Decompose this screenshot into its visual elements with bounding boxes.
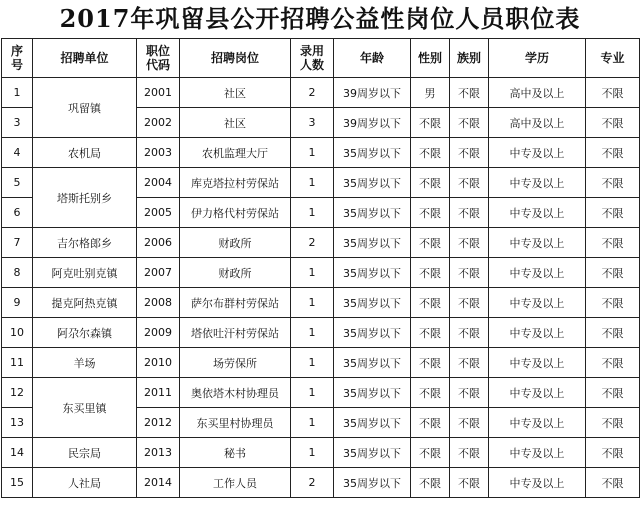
- header-age: 年龄: [334, 39, 411, 78]
- cell-age: 39周岁以下: [334, 78, 411, 108]
- cell-age: 39周岁以下: [334, 108, 411, 138]
- cell-major: 不限: [586, 348, 640, 378]
- cell-ethnic: 不限: [450, 468, 489, 498]
- cell-ethnic: 不限: [450, 408, 489, 438]
- cell-post: 财政所: [180, 228, 291, 258]
- table-row: [2, 288, 640, 318]
- header-major: 专业: [586, 39, 640, 78]
- cell-edu: 中专及以上: [489, 228, 586, 258]
- cell-edu: 中专及以上: [489, 138, 586, 168]
- cell-ethnic: 不限: [450, 138, 489, 168]
- cell-code: 2008: [137, 288, 180, 318]
- cell-ethnic: 不限: [450, 258, 489, 288]
- cell-num: 1: [291, 438, 334, 468]
- cell-edu: 高中及以上: [489, 78, 586, 108]
- cell-code: 2007: [137, 258, 180, 288]
- cell-major: 不限: [586, 138, 640, 168]
- cell-edu: 中专及以上: [489, 468, 586, 498]
- cell-code: 2004: [137, 168, 180, 198]
- cell-code: 2006: [137, 228, 180, 258]
- cell-post: 塔依吐汗村劳保站: [180, 318, 291, 348]
- cell-num: 2: [291, 78, 334, 108]
- cell-ethnic: 不限: [450, 168, 489, 198]
- cell-unit: 人社局: [33, 468, 137, 498]
- cell-seq: 4: [2, 138, 33, 168]
- cell-code: 2009: [137, 318, 180, 348]
- cell-age: 35周岁以下: [334, 288, 411, 318]
- cell-major: 不限: [586, 318, 640, 348]
- cell-seq: 1: [2, 78, 33, 108]
- cell-gender: 不限: [411, 408, 450, 438]
- cell-gender: 不限: [411, 438, 450, 468]
- table-row: [2, 318, 640, 348]
- cell-edu: 中专及以上: [489, 258, 586, 288]
- cell-num: 1: [291, 168, 334, 198]
- cell-code: 2014: [137, 468, 180, 498]
- cell-ethnic: 不限: [450, 288, 489, 318]
- cell-age: 35周岁以下: [334, 198, 411, 228]
- cell-num: 1: [291, 318, 334, 348]
- cell-unit: 阿尕尔森镇: [33, 318, 137, 348]
- cell-post: 财政所: [180, 258, 291, 288]
- cell-seq: 15: [2, 468, 33, 498]
- cell-code: 2002: [137, 108, 180, 138]
- cell-major: 不限: [586, 168, 640, 198]
- cell-gender: 不限: [411, 318, 450, 348]
- cell-age: 35周岁以下: [334, 468, 411, 498]
- cell-major: 不限: [586, 378, 640, 408]
- table-row: [2, 378, 640, 408]
- cell-major: 不限: [586, 408, 640, 438]
- cell-unit: 民宗局: [33, 438, 137, 468]
- cell-unit: 巩留镇: [33, 78, 137, 138]
- cell-gender: 不限: [411, 138, 450, 168]
- positions-table: [1, 38, 640, 498]
- cell-post: 奥依塔木村协理员: [180, 378, 291, 408]
- table-row: [2, 348, 640, 378]
- cell-ethnic: 不限: [450, 438, 489, 468]
- cell-code: 2010: [137, 348, 180, 378]
- cell-seq: 11: [2, 348, 33, 378]
- cell-post: 秘书: [180, 438, 291, 468]
- header-num: 录用 人数: [291, 39, 334, 78]
- cell-edu: 中专及以上: [489, 408, 586, 438]
- cell-post: 伊力格代村劳保站: [180, 198, 291, 228]
- cell-num: 3: [291, 108, 334, 138]
- cell-ethnic: 不限: [450, 348, 489, 378]
- cell-edu: 中专及以上: [489, 198, 586, 228]
- cell-edu: 高中及以上: [489, 108, 586, 138]
- header-edu: 学历: [489, 39, 586, 78]
- cell-seq: 14: [2, 438, 33, 468]
- cell-gender: 不限: [411, 228, 450, 258]
- cell-post: 萨尔布群村劳保站: [180, 288, 291, 318]
- cell-num: 1: [291, 378, 334, 408]
- cell-num: 1: [291, 198, 334, 228]
- table-row: [2, 258, 640, 288]
- cell-age: 35周岁以下: [334, 258, 411, 288]
- cell-major: 不限: [586, 288, 640, 318]
- header-post: 招聘岗位: [180, 39, 291, 78]
- cell-seq: 13: [2, 408, 33, 438]
- cell-age: 35周岁以下: [334, 318, 411, 348]
- cell-post: 社区: [180, 108, 291, 138]
- cell-num: 2: [291, 228, 334, 258]
- cell-seq: 6: [2, 198, 33, 228]
- page-title: 2017年巩留县公开招聘公益性岗位人员职位表: [59, 4, 581, 33]
- cell-gender: 不限: [411, 378, 450, 408]
- cell-major: 不限: [586, 78, 640, 108]
- cell-major: 不限: [586, 108, 640, 138]
- cell-num: 1: [291, 408, 334, 438]
- table-row: [2, 78, 640, 108]
- cell-major: 不限: [586, 438, 640, 468]
- cell-unit: 阿克吐别克镇: [33, 258, 137, 288]
- cell-age: 35周岁以下: [334, 228, 411, 258]
- cell-num: 1: [291, 258, 334, 288]
- header-seq: 序 号: [2, 39, 33, 78]
- cell-edu: 中专及以上: [489, 438, 586, 468]
- table-body: [2, 78, 640, 498]
- header-code: 职位 代码: [137, 39, 180, 78]
- cell-code: 2013: [137, 438, 180, 468]
- cell-post: 工作人员: [180, 468, 291, 498]
- cell-major: 不限: [586, 258, 640, 288]
- cell-ethnic: 不限: [450, 378, 489, 408]
- cell-num: 2: [291, 468, 334, 498]
- header-gender: 性别: [411, 39, 450, 78]
- header-ethnic: 族别: [450, 39, 489, 78]
- cell-ethnic: 不限: [450, 198, 489, 228]
- table-row: [2, 468, 640, 498]
- table-row: [2, 168, 640, 198]
- cell-gender: 不限: [411, 348, 450, 378]
- cell-edu: 中专及以上: [489, 318, 586, 348]
- cell-major: 不限: [586, 468, 640, 498]
- cell-seq: 3: [2, 108, 33, 138]
- cell-seq: 5: [2, 168, 33, 198]
- cell-code: 2003: [137, 138, 180, 168]
- table-row: [2, 138, 640, 168]
- cell-seq: 10: [2, 318, 33, 348]
- cell-code: 2012: [137, 408, 180, 438]
- cell-unit: 羊场: [33, 348, 137, 378]
- cell-ethnic: 不限: [450, 318, 489, 348]
- cell-unit: 提克阿热克镇: [33, 288, 137, 318]
- table-row: [2, 438, 640, 468]
- cell-ethnic: 不限: [450, 78, 489, 108]
- cell-unit: 吉尔格郎乡: [33, 228, 137, 258]
- cell-gender: 不限: [411, 468, 450, 498]
- cell-seq: 12: [2, 378, 33, 408]
- cell-post: 库克塔拉村劳保站: [180, 168, 291, 198]
- cell-gender: 不限: [411, 108, 450, 138]
- table-header-row: [2, 39, 640, 78]
- cell-age: 35周岁以下: [334, 348, 411, 378]
- cell-code: 2011: [137, 378, 180, 408]
- cell-gender: 不限: [411, 168, 450, 198]
- header-unit: 招聘单位: [33, 39, 137, 78]
- cell-post: 农机监理大厅: [180, 138, 291, 168]
- cell-age: 35周岁以下: [334, 168, 411, 198]
- cell-num: 1: [291, 348, 334, 378]
- cell-gender: 不限: [411, 198, 450, 228]
- cell-code: 2005: [137, 198, 180, 228]
- cell-post: 东买里村协理员: [180, 408, 291, 438]
- cell-unit: 塔斯托别乡: [33, 168, 137, 228]
- cell-edu: 中专及以上: [489, 288, 586, 318]
- cell-post: 场劳保所: [180, 348, 291, 378]
- cell-post: 社区: [180, 78, 291, 108]
- cell-edu: 中专及以上: [489, 168, 586, 198]
- table-row: [2, 228, 640, 258]
- cell-age: 35周岁以下: [334, 408, 411, 438]
- cell-num: 1: [291, 288, 334, 318]
- cell-age: 35周岁以下: [334, 378, 411, 408]
- cell-unit: 东买里镇: [33, 378, 137, 438]
- cell-unit: 农机局: [33, 138, 137, 168]
- cell-num: 1: [291, 138, 334, 168]
- cell-edu: 中专及以上: [489, 348, 586, 378]
- cell-major: 不限: [586, 198, 640, 228]
- cell-age: 35周岁以下: [334, 138, 411, 168]
- cell-ethnic: 不限: [450, 108, 489, 138]
- cell-major: 不限: [586, 228, 640, 258]
- cell-gender: 男: [411, 78, 450, 108]
- cell-gender: 不限: [411, 288, 450, 318]
- cell-ethnic: 不限: [450, 228, 489, 258]
- cell-seq: 8: [2, 258, 33, 288]
- cell-seq: 7: [2, 228, 33, 258]
- cell-age: 35周岁以下: [334, 438, 411, 468]
- cell-edu: 中专及以上: [489, 378, 586, 408]
- cell-gender: 不限: [411, 258, 450, 288]
- cell-code: 2001: [137, 78, 180, 108]
- cell-seq: 9: [2, 288, 33, 318]
